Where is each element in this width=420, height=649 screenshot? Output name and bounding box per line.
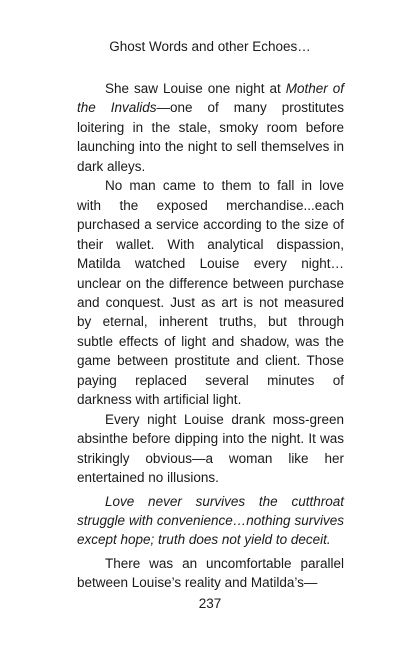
paragraph-1-lead: She saw Louise one night at [105, 81, 286, 96]
paragraph-1-italic-title: Mother of the Invalids [77, 81, 345, 116]
paragraph-1 [77, 79, 344, 176]
body-text [77, 79, 344, 593]
paragraph-2: No man came to them to fall in love with the exposed merchandise...each purchased a service according to the size of their wallet. With analytical dispassion, Matilda watched Louise every night… unclear on the difference between purchase and conquest. Just as art is not measured by eternal, inherent truths, but through subtle effects of light and shadow, was the game between prostitute and client. Those paying replaced several minutes of darkness with artificial light. [77, 178, 344, 408]
paragraph-1-rest: —one of many prostitutes loitering in the stale, smoky room before launching into the night to sell themselves in dark alleys. [77, 100, 344, 174]
paragraph-5: There was an uncomfortable parallel between Louise’s reality and Matilda’s— [77, 555, 344, 591]
page-number: 237 [198, 596, 222, 611]
running-head-title: Ghost Words and other Echoes… [109, 39, 311, 54]
paragraph-3: Every night Louise drank moss-green absinthe before dipping into the night. It was strikingly obvious—a woman like her entertained no illusions. [77, 411, 344, 486]
paragraph-4-italic: Love never survives the cutthroat struggle with convenience…nothing survives except hope; truth does not yield to deceit. [77, 493, 344, 548]
